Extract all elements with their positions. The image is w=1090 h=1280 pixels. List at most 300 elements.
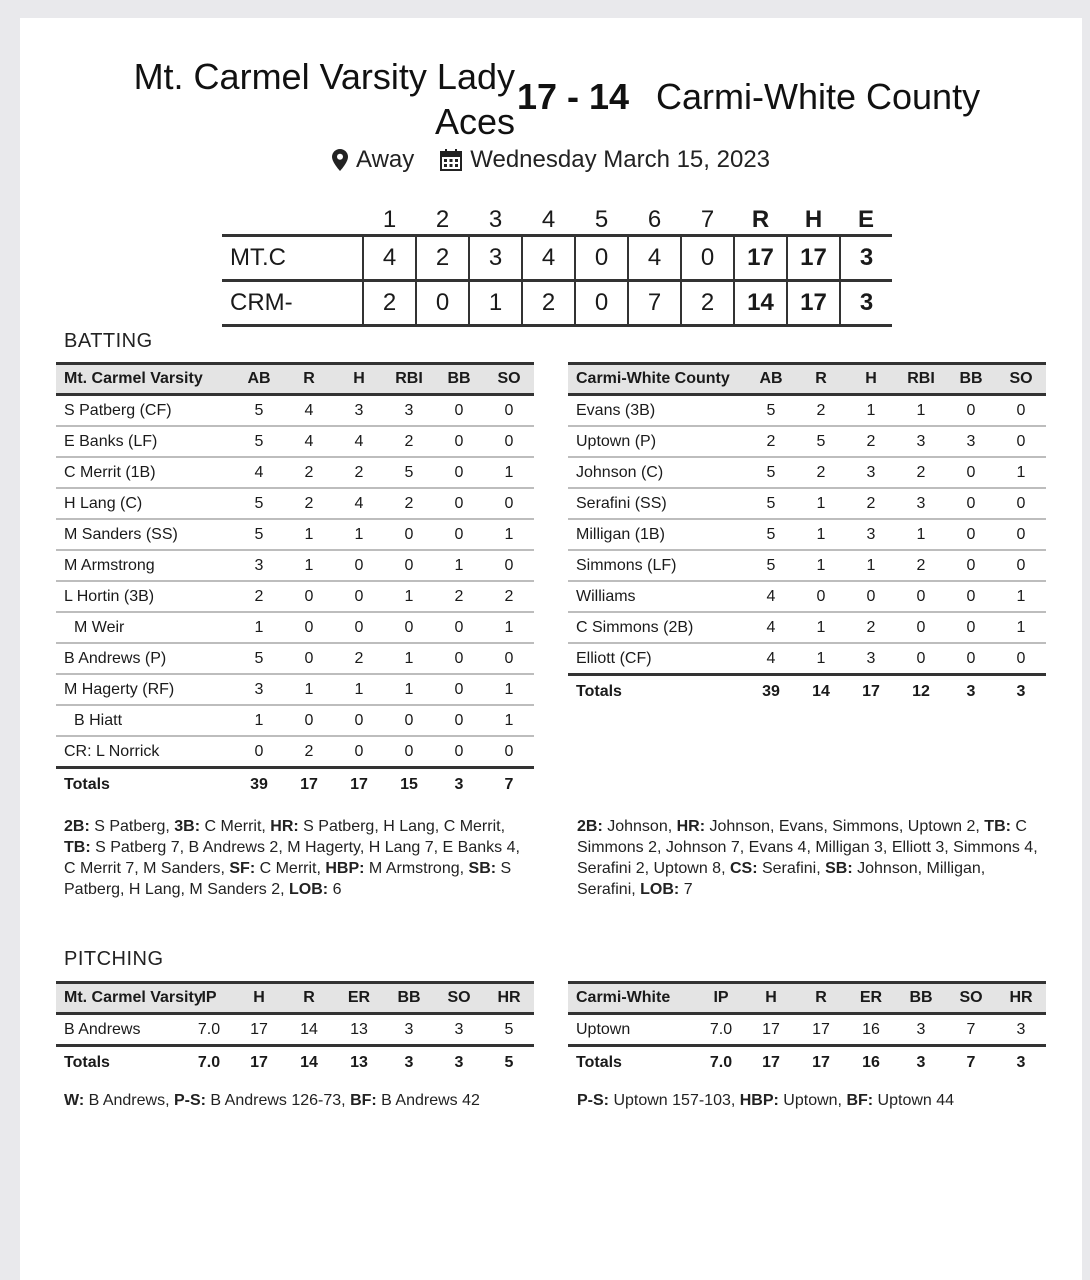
note-text: S Patberg, H Lang, C Merrit, [298, 818, 506, 835]
note-label: TB: [64, 839, 91, 856]
stat-cell: 0 [896, 612, 946, 643]
stat-cell: 1 [896, 519, 946, 550]
totals-cell: 17 [846, 675, 896, 709]
stat-cell: 0 [384, 550, 434, 581]
runs-header: R [751, 206, 770, 233]
totals-row [56, 1046, 534, 1080]
totals-cell: 17 [284, 768, 334, 802]
stat-column-header: H [765, 989, 777, 1006]
note-text: Johnson, [602, 818, 677, 835]
note-text: B Andrews 126-73, [205, 1092, 351, 1109]
stat-cell: 0 [384, 519, 434, 550]
totals-row [568, 675, 1046, 709]
stat-cell: 1 [796, 519, 846, 550]
note-label: HR: [676, 818, 706, 835]
stat-cell: 2 [846, 612, 896, 643]
stat-cell: 2 [796, 395, 846, 427]
errors-header: E [857, 206, 874, 233]
stat-cell: 0 [846, 581, 896, 612]
note-text: Uptown 44 [873, 1092, 955, 1109]
stat-column-header: HR [1009, 989, 1033, 1006]
total-hits: 17 [787, 281, 840, 326]
away-pitching-notes [577, 1090, 1047, 1111]
stat-column-header: AB [247, 370, 271, 387]
final-score: 17 - 14 [517, 76, 630, 117]
stat-cell: 3 [896, 426, 946, 457]
away-team-name: Carmi-White County [656, 76, 981, 117]
totals-cell: 14 [284, 1046, 334, 1080]
stat-cell: 1 [846, 395, 896, 427]
stat-column-header: BB [959, 370, 983, 387]
stats-header-row [568, 983, 1046, 1014]
note-text: C Simmons 2, Johnson 7, Evans 4, Milligan 3, Elliott 3, Simmons 4, Serafini 2, Uptown 8, [577, 818, 1038, 877]
home-team-name: Mt. Carmel Varsity Lady Aces [133, 56, 515, 142]
stat-column-header: SO [1009, 370, 1033, 387]
stat-cell: 2 [284, 457, 334, 488]
stat-cell: 5 [234, 488, 284, 519]
totals-cell: 7 [946, 1046, 996, 1080]
stat-cell: 2 [896, 550, 946, 581]
stat-cell: 0 [996, 426, 1046, 457]
stat-cell: 0 [896, 581, 946, 612]
stat-cell: 0 [996, 519, 1046, 550]
stat-column-header: R [303, 370, 315, 387]
stat-column-header: SO [497, 370, 521, 387]
stat-cell: 3 [384, 1014, 434, 1046]
totals-cell: 3 [384, 1046, 434, 1080]
stat-cell: 0 [234, 736, 284, 768]
player-name: Milligan (1B) [568, 519, 746, 550]
total-errors: 3 [840, 236, 892, 281]
stat-cell: 0 [796, 581, 846, 612]
away-batting-table [568, 362, 1046, 708]
stats-header-row [568, 364, 1046, 395]
player-row [568, 550, 1046, 581]
note-text: S Patberg, H Lang, M Sanders 2, [64, 860, 512, 898]
player-name: E Banks (LF) [56, 426, 234, 457]
stat-cell: 3 [946, 426, 996, 457]
totals-cell: 39 [746, 675, 796, 709]
totals-cell: 3 [996, 1046, 1046, 1080]
stat-cell: 1 [484, 457, 534, 488]
stat-cell: 4 [284, 426, 334, 457]
totals-cell: 17 [334, 768, 384, 802]
stat-cell: 5 [234, 426, 284, 457]
stat-cell: 0 [996, 395, 1046, 427]
stat-cell: 2 [746, 426, 796, 457]
player-name: B Andrews [56, 1014, 184, 1046]
inning-runs: 2 [522, 281, 575, 326]
stat-cell: 0 [384, 612, 434, 643]
stat-cell: 0 [384, 736, 434, 768]
scorecard-page [20, 18, 1082, 1280]
player-name: S Patberg (CF) [56, 395, 234, 427]
stat-cell: 0 [334, 736, 384, 768]
stat-cell: 0 [996, 643, 1046, 675]
player-name: C Merrit (1B) [56, 457, 234, 488]
note-text: Johnson, Evans, Simmons, Uptown 2, [705, 818, 985, 835]
team-column-header: Mt. Carmel Varsity [64, 989, 203, 1006]
stat-cell: 3 [846, 519, 896, 550]
stat-cell: 5 [234, 395, 284, 427]
totals-cell: 7 [484, 768, 534, 802]
note-text: Uptown, [778, 1092, 847, 1109]
player-row [56, 643, 534, 674]
stat-cell: 0 [434, 457, 484, 488]
stat-cell: 4 [334, 426, 384, 457]
stats-header-row [56, 983, 534, 1014]
stat-cell: 0 [946, 519, 996, 550]
inning-runs: 2 [681, 281, 734, 326]
stat-cell: 4 [746, 612, 796, 643]
inning-runs: 0 [575, 281, 628, 326]
inning-runs: 1 [469, 281, 522, 326]
stat-cell: 4 [234, 457, 284, 488]
player-name: B Hiatt [56, 705, 234, 736]
line-score-row [222, 281, 892, 326]
stat-cell: 7.0 [184, 1014, 234, 1046]
note-text: B Andrews 42 [376, 1092, 480, 1109]
note-label: BF: [846, 1092, 874, 1109]
totals-cell: 12 [896, 675, 946, 709]
totals-label: Totals [56, 768, 234, 802]
stat-cell: 5 [234, 643, 284, 674]
line-score-team: CRM- [230, 289, 293, 316]
player-row [56, 612, 534, 643]
stat-cell: 5 [746, 550, 796, 581]
note-text: 6 [328, 881, 342, 898]
stat-cell: 0 [284, 643, 334, 674]
stat-cell: 7.0 [696, 1014, 746, 1046]
totals-cell: 7.0 [184, 1046, 234, 1080]
stat-cell: 0 [946, 457, 996, 488]
player-row [56, 550, 534, 581]
stat-cell: 0 [996, 488, 1046, 519]
totals-cell: 17 [746, 1046, 796, 1080]
stat-cell: 1 [484, 705, 534, 736]
stat-column-header: IP [201, 989, 217, 1006]
stat-cell: 3 [234, 674, 284, 705]
stat-cell: 17 [796, 1014, 846, 1046]
total-errors: 3 [840, 281, 892, 326]
stat-cell: 0 [284, 612, 334, 643]
inning-header: 7 [700, 206, 715, 233]
stat-cell: 5 [746, 488, 796, 519]
stat-cell: 0 [334, 705, 384, 736]
stat-cell: 0 [434, 519, 484, 550]
stat-column-header: SO [447, 989, 471, 1006]
home-batting-table [56, 362, 534, 801]
stat-cell: 2 [334, 643, 384, 674]
stat-cell: 2 [846, 426, 896, 457]
note-label: W: [64, 1092, 85, 1109]
stat-cell: 0 [484, 550, 534, 581]
note-label: 2B: [64, 818, 90, 835]
total-hits: 17 [787, 236, 840, 281]
player-name: CR: L Norrick [56, 736, 234, 768]
stat-column-header: H [353, 370, 365, 387]
stat-cell: 1 [234, 612, 284, 643]
stat-column-header: R [303, 989, 315, 1006]
note-label: HBP: [325, 860, 365, 877]
stat-cell: 5 [384, 457, 434, 488]
stat-column-header: R [815, 989, 827, 1006]
stat-cell: 0 [946, 612, 996, 643]
inning-header: 3 [488, 206, 503, 233]
stat-cell: 0 [434, 705, 484, 736]
player-name: Uptown [568, 1014, 696, 1046]
stat-cell: 2 [796, 457, 846, 488]
stat-cell: 5 [746, 457, 796, 488]
note-text: S Patberg 7, B Andrews 2, M Hagerty, H Lang 7, E Banks 4, C Merrit 7, M Sanders, [64, 839, 520, 877]
game-date: Wednesday March 15, 2023 [470, 146, 771, 173]
totals-cell: 15 [384, 768, 434, 802]
note-text: Serafini, [757, 860, 826, 877]
note-label: SB: [825, 860, 853, 877]
player-row [568, 426, 1046, 457]
player-name: Serafini (SS) [568, 488, 746, 519]
stat-cell: 0 [284, 581, 334, 612]
stat-column-header: AB [759, 370, 783, 387]
stat-column-header: SO [959, 989, 983, 1006]
team-column-header: Carmi-White County [576, 370, 730, 387]
stat-cell: 1 [996, 581, 1046, 612]
game-location: Away [356, 146, 415, 173]
stat-cell: 1 [484, 612, 534, 643]
stat-cell: 1 [234, 705, 284, 736]
totals-cell: 16 [846, 1046, 896, 1080]
stat-column-header: R [815, 370, 827, 387]
player-row [56, 1014, 534, 1046]
inning-header: 5 [594, 206, 609, 233]
stat-cell: 3 [896, 1014, 946, 1046]
totals-label: Totals [56, 1046, 184, 1080]
stat-column-header: HR [497, 989, 521, 1006]
note-label: P-S: [173, 1092, 206, 1109]
player-row [56, 581, 534, 612]
stat-column-header: BB [447, 370, 471, 387]
stat-cell: 1 [484, 674, 534, 705]
stat-column-header: BB [397, 989, 421, 1006]
stat-cell: 5 [484, 1014, 534, 1046]
stat-cell: 0 [896, 643, 946, 675]
totals-cell: 17 [796, 1046, 846, 1080]
note-label: 2B: [577, 818, 603, 835]
line-score-row [222, 236, 892, 281]
stat-cell: 1 [796, 612, 846, 643]
stat-cell: 0 [334, 612, 384, 643]
player-name: C Simmons (2B) [568, 612, 746, 643]
note-text: B Andrews, [84, 1092, 174, 1109]
stat-cell: 14 [284, 1014, 334, 1046]
stat-cell: 0 [946, 395, 996, 427]
stat-column-header: H [865, 370, 877, 387]
stat-cell: 0 [284, 705, 334, 736]
inning-runs: 4 [522, 236, 575, 281]
stat-cell: 1 [284, 519, 334, 550]
stat-cell: 1 [996, 457, 1046, 488]
inning-runs: 7 [628, 281, 681, 326]
inning-header: 6 [647, 206, 662, 233]
stat-cell: 0 [434, 426, 484, 457]
pitching-section-title: PITCHING [64, 948, 164, 970]
total-runs: 14 [734, 281, 787, 326]
stat-cell: 0 [434, 395, 484, 427]
player-name: Johnson (C) [568, 457, 746, 488]
stat-column-header: H [253, 989, 265, 1006]
stat-cell: 1 [484, 519, 534, 550]
stat-cell: 0 [334, 550, 384, 581]
inning-runs: 0 [681, 236, 734, 281]
calendar-icon [440, 149, 462, 171]
player-name: Uptown (P) [568, 426, 746, 457]
stat-cell: 0 [484, 643, 534, 674]
stat-cell: 4 [334, 488, 384, 519]
stat-cell: 0 [334, 581, 384, 612]
inning-runs: 2 [363, 281, 416, 326]
totals-row [568, 1046, 1046, 1080]
stat-cell: 1 [384, 674, 434, 705]
stat-cell: 1 [284, 674, 334, 705]
stat-column-header: ER [347, 989, 371, 1006]
player-row [568, 395, 1046, 427]
player-name: B Andrews (P) [56, 643, 234, 674]
home-batting-notes [64, 816, 524, 900]
stat-cell: 1 [796, 488, 846, 519]
note-text: C Merrit, [255, 860, 326, 877]
stat-cell: 3 [996, 1014, 1046, 1046]
stat-cell: 0 [996, 550, 1046, 581]
stat-column-header: RBI [907, 370, 935, 387]
totals-cell: 3 [896, 1046, 946, 1080]
player-row [56, 488, 534, 519]
stat-cell: 5 [746, 395, 796, 427]
stat-cell: 0 [484, 488, 534, 519]
player-row [56, 426, 534, 457]
stat-cell: 1 [796, 550, 846, 581]
player-name: M Armstrong [56, 550, 234, 581]
stat-cell: 0 [484, 736, 534, 768]
totals-cell: 3 [946, 675, 996, 709]
total-runs: 17 [734, 236, 787, 281]
totals-cell: 13 [334, 1046, 384, 1080]
stat-cell: 3 [334, 395, 384, 427]
stat-cell: 4 [746, 581, 796, 612]
stat-cell: 1 [434, 550, 484, 581]
stat-cell: 4 [284, 395, 334, 427]
batting-section-title: BATTING [64, 330, 153, 352]
player-row [568, 519, 1046, 550]
stat-cell: 2 [384, 426, 434, 457]
stat-cell: 0 [434, 736, 484, 768]
stat-cell: 2 [284, 488, 334, 519]
player-name: Williams [568, 581, 746, 612]
inning-runs: 3 [469, 236, 522, 281]
stat-cell: 0 [434, 612, 484, 643]
stat-cell: 0 [434, 488, 484, 519]
stat-cell: 1 [384, 581, 434, 612]
stat-cell: 2 [234, 581, 284, 612]
stat-cell: 1 [796, 643, 846, 675]
stat-cell: 1 [846, 550, 896, 581]
note-label: LOB: [640, 881, 680, 898]
stat-cell: 2 [284, 736, 334, 768]
stat-column-header: IP [713, 989, 729, 1006]
totals-cell: 17 [234, 1046, 284, 1080]
totals-row [56, 768, 534, 802]
stat-cell: 0 [384, 705, 434, 736]
team-column-header: Mt. Carmel Varsity [64, 370, 203, 387]
inning-runs: 2 [416, 236, 469, 281]
stat-cell: 2 [846, 488, 896, 519]
note-label: LOB: [289, 881, 329, 898]
stat-cell: 0 [946, 581, 996, 612]
stat-cell: 7 [946, 1014, 996, 1046]
stat-column-header: ER [859, 989, 883, 1006]
player-name: L Hortin (3B) [56, 581, 234, 612]
player-row [568, 643, 1046, 675]
stat-cell: 0 [946, 488, 996, 519]
stat-cell: 0 [484, 426, 534, 457]
stat-cell: 0 [946, 550, 996, 581]
inning-runs: 4 [363, 236, 416, 281]
note-label: P-S: [577, 1092, 609, 1109]
stat-cell: 3 [846, 643, 896, 675]
game-meta [332, 146, 770, 174]
player-name: Elliott (CF) [568, 643, 746, 675]
inning-header: 4 [541, 206, 556, 233]
away-pitching-table [568, 981, 1046, 1079]
note-label: 3B: [174, 818, 201, 835]
note-text: 7 [679, 881, 693, 898]
note-label: HR: [270, 818, 299, 835]
stat-cell: 3 [846, 457, 896, 488]
stat-cell: 0 [484, 395, 534, 427]
hits-header: H [804, 206, 823, 233]
note-text: S Patberg, [89, 818, 175, 835]
totals-cell: 14 [796, 675, 846, 709]
stat-cell: 2 [384, 488, 434, 519]
stat-cell: 1 [334, 519, 384, 550]
totals-cell: 7.0 [696, 1046, 746, 1080]
totals-cell: 3 [434, 768, 484, 802]
stat-cell: 4 [746, 643, 796, 675]
inning-runs: 0 [416, 281, 469, 326]
stat-cell: 0 [946, 643, 996, 675]
stats-header-row [56, 364, 534, 395]
player-row [568, 488, 1046, 519]
player-row [56, 395, 534, 427]
totals-cell: 3 [434, 1046, 484, 1080]
stat-cell: 17 [234, 1014, 284, 1046]
player-name: M Weir [56, 612, 234, 643]
stat-cell: 5 [234, 519, 284, 550]
stat-cell: 5 [796, 426, 846, 457]
player-row [568, 581, 1046, 612]
line-score-team: MT.C [230, 244, 286, 271]
player-name: Simmons (LF) [568, 550, 746, 581]
line-score-header [222, 206, 892, 236]
stat-cell: 16 [846, 1014, 896, 1046]
note-label: SB: [468, 860, 497, 877]
home-pitching-table [56, 981, 534, 1079]
totals-cell: 3 [996, 675, 1046, 709]
stat-cell: 2 [896, 457, 946, 488]
stat-cell: 3 [896, 488, 946, 519]
away-batting-notes [577, 816, 1047, 900]
inning-runs: 4 [628, 236, 681, 281]
stat-cell: 2 [334, 457, 384, 488]
